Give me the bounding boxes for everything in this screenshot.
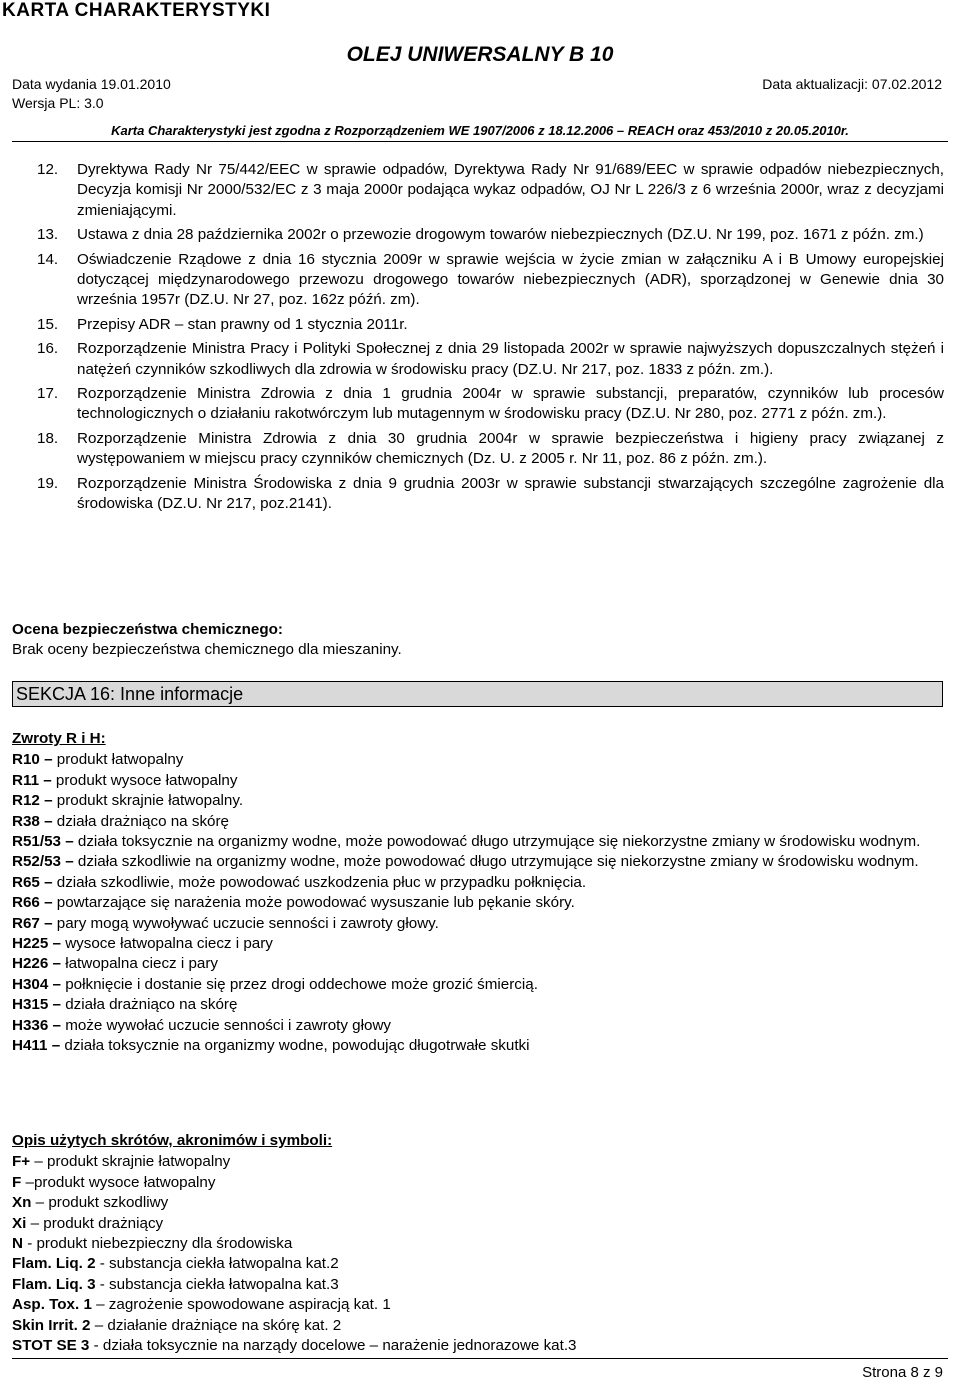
abbreviation-separator: – [91,1296,109,1314]
item-text: Rozporządzenie Ministra Zdrowia z dnia 30 grudnia 2004r w sprawie bezpieczeństwa i higieny pracy związanej z występowaniem w miejscu pracy czynników chemicznych (Dz. U. z 2005 r. Nr 11, poz. 86 z późn. zm.). [77,429,944,468]
phrase-row [12,1036,943,1056]
item-number: 18. [37,429,59,447]
abbreviation-separator: – [21,1173,34,1191]
issue-date: Data wydania 19.01.2010 [12,76,171,92]
phrase-dash: – [48,935,66,953]
item-text: Rozporządzenie Ministra Pracy i Polityki Społecznej z dnia 29 listopada 2002r w sprawie najwyższych dopuszczalnych stężeń i natężeń czynników szkodliwych dla zdrowia w środowisku pracy (DZ.U. Nr 217, poz. 1833 z późn. zm.). [77,340,944,378]
phrase-text: wysoce łatwopalna ciecz i pary [65,935,273,953]
abbreviations-list [12,1152,943,1356]
document-type-title: KARTA CHARAKTERYSTYKI [2,0,271,21]
phrase-dash: – [39,771,56,789]
abbreviation-code: Skin Irrit. 2 [12,1316,91,1334]
phrase-dash: – [60,833,78,851]
phrases-heading: Zwroty R i H: [12,730,106,747]
abbreviation-text: działa toksycznie na narządy docelowe – narażenie jednorazowe kat.3 [102,1337,577,1355]
phrase-code: R11 [12,771,40,789]
abbreviation-code: N [12,1235,23,1253]
phrase-row [12,954,943,974]
phrase-text: może wywołać uczucie senności i zawroty głowy [65,1016,392,1034]
abbreviation-row [12,1254,943,1274]
phrase-code: R12 [12,792,40,810]
item-number: 12. [37,161,59,178]
phrase-text: działa drażniąco na skórę [65,996,238,1014]
phrase-row [12,771,943,791]
item-number: 17. [37,385,59,403]
item-number: 19. [37,474,59,492]
section-16-header: SEKCJA 16: Inne informacje [12,681,943,707]
abbreviation-row [12,1295,943,1315]
abbreviation-text: produkt skrajnie łatwopalny [47,1153,231,1171]
abbreviation-separator: - [95,1275,110,1293]
assessment-heading: Ocena bezpieczeństwa chemicznego: [12,621,283,638]
phrase-code: R38 [12,812,40,830]
phrase-dash: – [48,1016,66,1034]
phrase-text: działa toksycznie na organizmy wodne, powodując długotrwałe skutki [64,1037,530,1055]
item-text: Rozporządzenie Ministra Zdrowia z dnia 1 grudnia 2004r w sprawie substancji, preparatów, czynników lub procesów technologicznych o działaniu rakotwórczym lub mutagennym w środowisku pracy (DZ.U. Nr 280, poz. 2771 z późn. zm.). [77,385,944,423]
assessment-text: Brak oceny bezpieczeństwa chemicznego dla mieszaniny. [12,641,402,658]
phrase-row [12,832,943,852]
phrase-code: H226 [12,955,49,973]
phrase-code: H336 [12,1016,49,1034]
phrase-code: H411 [12,1037,48,1055]
phrase-dash: – [39,873,57,891]
abbreviation-row [12,1316,943,1336]
update-date: Data aktualizacji: 07.02.2012 [762,76,942,92]
phrase-text: działa drażniąco na skórę [56,812,229,830]
phrase-row [12,995,943,1015]
legislation-item [37,315,944,335]
abbreviation-row [12,1152,943,1172]
phrase-code: R52/53 [12,853,61,871]
item-text: Rozporządzenie Ministra Środowiska z dnia 9 grudnia 2003r w sprawie substancji stwarzających szczególne zagrożenie dla środowiska (DZ.U. Nr 217, poz.2141). [77,474,944,513]
phrase-code: H304 [12,975,49,993]
abbreviation-separator: – [30,1153,48,1171]
phrase-code: H315 [12,996,49,1014]
legislation-item [37,429,944,470]
phrase-row [12,812,943,832]
abbreviation-text: produkt drażniący [43,1214,164,1232]
abbreviation-text: substancja ciekła łatwopalna kat.3 [109,1275,339,1293]
abbreviations-heading: Opis użytych skrótów, akronimów i symboli: [12,1132,333,1149]
chemical-safety-assessment [12,620,942,660]
abbreviation-code: Asp. Tox. 1 [12,1296,92,1314]
abbreviation-code: STOT SE 3 [12,1337,90,1355]
item-text: Przepisy ADR – stan prawny od 1 stycznia 2011r. [77,315,408,333]
abbreviation-code: Xi [12,1214,27,1232]
item-text: Oświadczenie Rządowe z dnia 16 stycznia 2009r w sprawie wejścia w życie zmian w załączniku A i B Umowy europejskiej dotyczącej międzynarodowego przewozu drogowego towarów niebezpiecznych (ADR), sporządzonej w Genewie dnia 30 września 1957r (DZ.U. Nr 27, poz. 162z późń. zm). [77,250,944,309]
abbreviation-text: produkt wysoce łatwopalny [33,1173,216,1191]
phrase-text: łatwopalna ciecz i pary [65,955,218,973]
phrase-code: R65 [12,873,40,891]
phrase-row [12,934,943,954]
abbreviation-text: produkt niebezpieczny dla środowiska [36,1235,293,1253]
phrase-code: R51/53 [12,833,61,851]
phrase-row [12,893,943,913]
abbreviation-separator: – [90,1316,108,1334]
abbreviation-code: F+ [12,1153,31,1171]
phrase-row [12,914,943,934]
legislation-item [37,339,944,380]
phrase-row [12,852,943,872]
abbreviation-separator: – [31,1194,49,1212]
abbreviations-block [12,1131,943,1356]
phrase-dash: – [39,812,57,830]
phrase-code: H225 [12,935,49,953]
legislation-item [37,384,944,425]
phrase-dash: – [48,955,66,973]
phrase-code: R66 [12,894,40,912]
phrase-text: pary mogą wywoływać uczucie senności i zawroty głowy. [56,914,439,932]
abbreviation-text: zagrożenie spowodowane aspiracją kat. 1 [108,1296,391,1314]
phrase-row [12,750,943,770]
footer-divider [12,1358,948,1359]
legislation-item [37,160,944,221]
phrase-row [12,1016,943,1036]
abbreviation-row [12,1173,943,1193]
r-h-phrases [12,729,943,1057]
legislation-list [37,160,944,519]
abbreviation-code: Xn [12,1194,32,1212]
phrase-dash: – [39,751,57,769]
phrase-text: produkt wysoce łatwopalny [55,771,238,789]
regulation-note: Karta Charakterystyki jest zgodna z Rozporządzeniem WE 1907/2006 z 18.12.2006 – REACH oraz 453/2010 z 20.05.2010r. [111,123,849,138]
item-text: Ustawa z dnia 28 października 2002r o przewozie drogowym towarów niebezpiecznych (DZ.U. Nr 199, poz. 1671 z późn. zm.) [77,226,924,244]
phrase-row [12,873,943,893]
phrase-dash: – [39,894,57,912]
item-number: 16. [37,340,59,358]
abbreviation-row [12,1336,943,1356]
phrase-dash: – [47,1037,65,1055]
abbreviation-code: Flam. Liq. 2 [12,1255,96,1273]
product-name: OLEJ UNIWERSALNY B 10 [346,43,614,66]
phrase-code: R10 [12,751,40,769]
legislation-item [37,250,944,311]
version-label: Wersja PL: 3.0 [12,95,104,111]
item-number: 15. [37,315,59,333]
item-number: 13. [37,226,59,244]
phrase-text: działa toksycznie na organizmy wodne, może powodować długo utrzymujące się niekorzystne zmiany w środowisku wodnym. [77,833,921,851]
phrases-list [12,750,943,1056]
abbreviation-separator: - [89,1337,103,1355]
phrase-dash: – [39,914,57,932]
abbreviation-row [12,1275,943,1295]
abbreviation-text: produkt szkodliwy [48,1194,169,1212]
phrase-text: działa szkodliwie, może powodować uszkodzenia płuc w przypadku połknięcia. [56,873,587,891]
phrase-text: produkt skrajnie łatwopalny. [56,792,244,810]
phrase-dash: – [39,792,57,810]
phrase-code: R67 [12,914,40,932]
phrase-row [12,791,943,811]
abbreviation-row [12,1214,943,1234]
abbreviation-separator: - [95,1255,110,1273]
abbreviation-separator: - [22,1235,37,1253]
phrase-dash: – [48,975,66,993]
item-text: Dyrektywa Rady Nr 75/442/EEC w sprawie odpadów, Dyrektywa Rady Nr 91/689/EEC w sprawie odpadów niebezpiecznych, Decyzja komisji Nr 2000/532/EC z 3 maja 2000r podająca wykaz odpadów, OJ Nr L 226/3 z 6 września 2000r, wraz z decyzjami zmieniającymi. [77,161,944,219]
abbreviation-row [12,1193,943,1213]
legislation-item [37,225,944,245]
legislation-item [37,474,944,515]
abbreviation-code: Flam. Liq. 3 [12,1275,96,1293]
abbreviation-text: działanie drażniące na skórę kat. 2 [107,1316,342,1334]
phrase-text: połknięcie i dostanie się przez drogi oddechowe może grozić śmiercią. [65,975,538,993]
page-number: Strona 8 z 9 [862,1364,943,1381]
abbreviation-separator: – [26,1214,44,1232]
header-divider [12,141,948,142]
phrase-text: powtarzające się narażenia może powodować wysuszanie lub pękanie skóry. [56,894,575,912]
abbreviation-text: substancja ciekła łatwopalna kat.2 [109,1255,339,1273]
item-number: 14. [37,250,59,268]
phrase-row [12,975,943,995]
abbreviation-row [12,1234,943,1254]
phrase-text: produkt łatwopalny [56,751,184,769]
phrase-dash: – [48,996,66,1014]
phrase-text: działa szkodliwie na organizmy wodne, może powodować długo utrzymujące się niekorzystne zmiany w środowisku wodnym. [77,853,919,871]
abbreviation-code: F [12,1173,22,1191]
phrase-dash: – [60,853,78,871]
